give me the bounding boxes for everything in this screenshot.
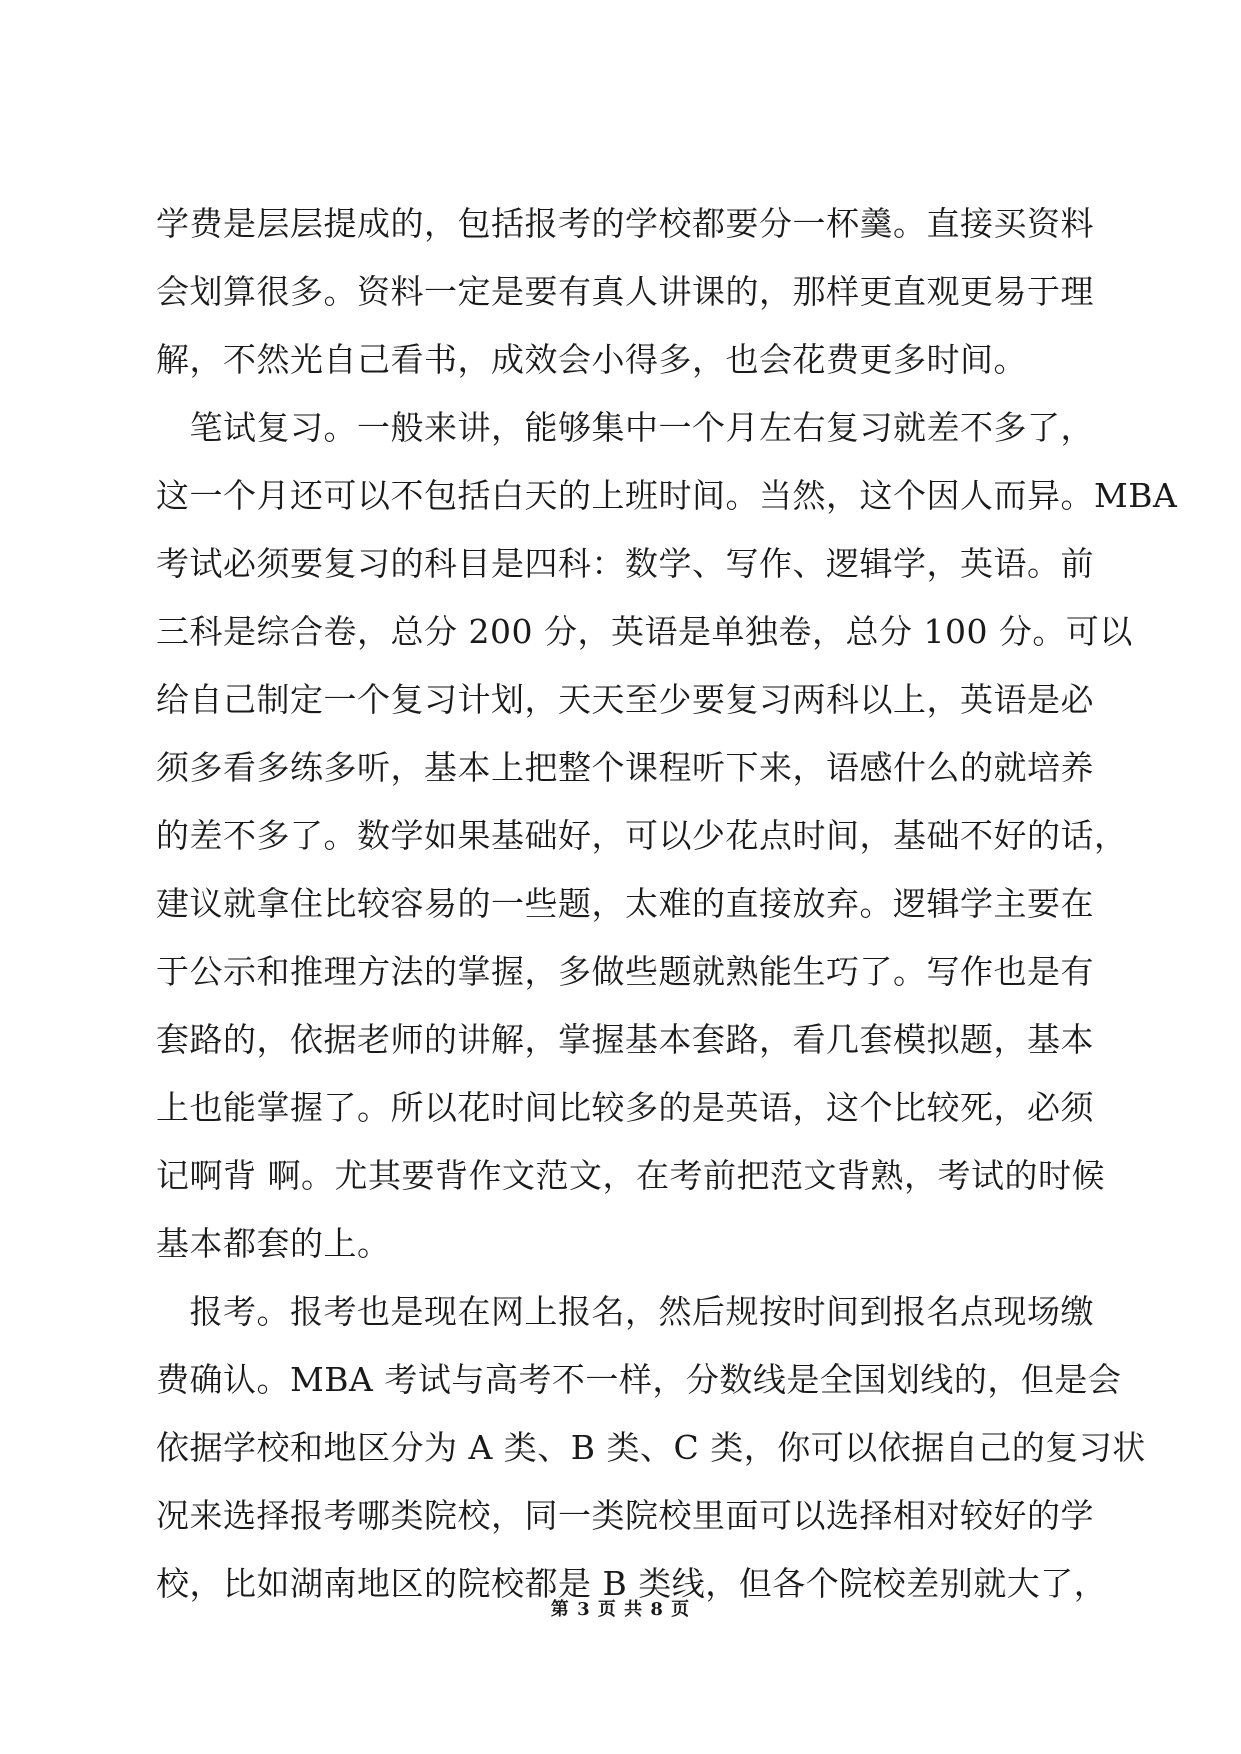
text-line: 上也能掌握了。所以花时间比较多的是英语，这个比较死，必须 [156, 1088, 1094, 1127]
text-line: 报考。报考也是现在网上报名，然后规按时间到报名点现场缴 [156, 1292, 1094, 1331]
text-line: 笔试复习。一般来讲，能够集中一个月左右复习就差不多了， [156, 408, 1094, 447]
text-line: 基本都套的上。 [156, 1224, 391, 1263]
body-text [156, 190, 1178, 1618]
text-line: 套路的，依据老师的讲解，掌握基本套路，看几套模拟题，基本 [156, 1020, 1094, 1059]
text-line: 考试必须要复习的科目是四科：数学、写作、逻辑学，英语。前 [156, 544, 1094, 583]
text-line: 的差不多了。数学如果基础好，可以少花点时间，基础不好的话， [156, 816, 1128, 855]
text-line: 三科是综合卷，总分 200 分，英语是单独卷，总分 100 分。可以 [156, 612, 1133, 651]
text-line: 给自己制定一个复习计划，天天至少要复习两科以上，英语是必 [156, 680, 1094, 719]
text-line: 会划算很多。资料一定是要有真人讲课的，那样更直观更易于理 [156, 272, 1094, 311]
text-line: 这一个月还可以不包括白天的上班时间。当然，这个因人而异。MBA [156, 476, 1178, 515]
text-line: 校，比如湖南地区的院校都是 B 类线，但各个院校差别就大了， [156, 1564, 1108, 1603]
text-line: 记啊背 啊。尤其要背作文范文，在考前把范文背熟，考试的时候 [156, 1156, 1105, 1195]
text-line: 依据学校和地区分为 A 类、B 类、C 类，你可以依据自己的复习状 [156, 1428, 1146, 1467]
text-line: 建议就拿住比较容易的一些题，太难的直接放弃。逻辑学主要在 [156, 884, 1094, 923]
text-line: 解，不然光自己看书，成效会小得多，也会花费更多时间。 [156, 340, 1027, 379]
text-line: 须多看多练多听，基本上把整个课程听下来，语感什么的就培养 [156, 748, 1094, 787]
text-line: 费确认。MBA 考试与高考不一样，分数线是全国划线的，但是会 [156, 1360, 1122, 1399]
page-number-footer: 第 3 页 共 8 页 [550, 1599, 691, 1620]
text-line: 于公示和推理方法的掌握，多做些题就熟能生巧了。写作也是有 [156, 952, 1094, 991]
text-line: 学费是层层提成的，包括报考的学校都要分一杯羹。直接买资料 [156, 204, 1094, 243]
text-line: 况来选择报考哪类院校，同一类院校里面可以选择相对较好的学 [156, 1496, 1094, 1535]
